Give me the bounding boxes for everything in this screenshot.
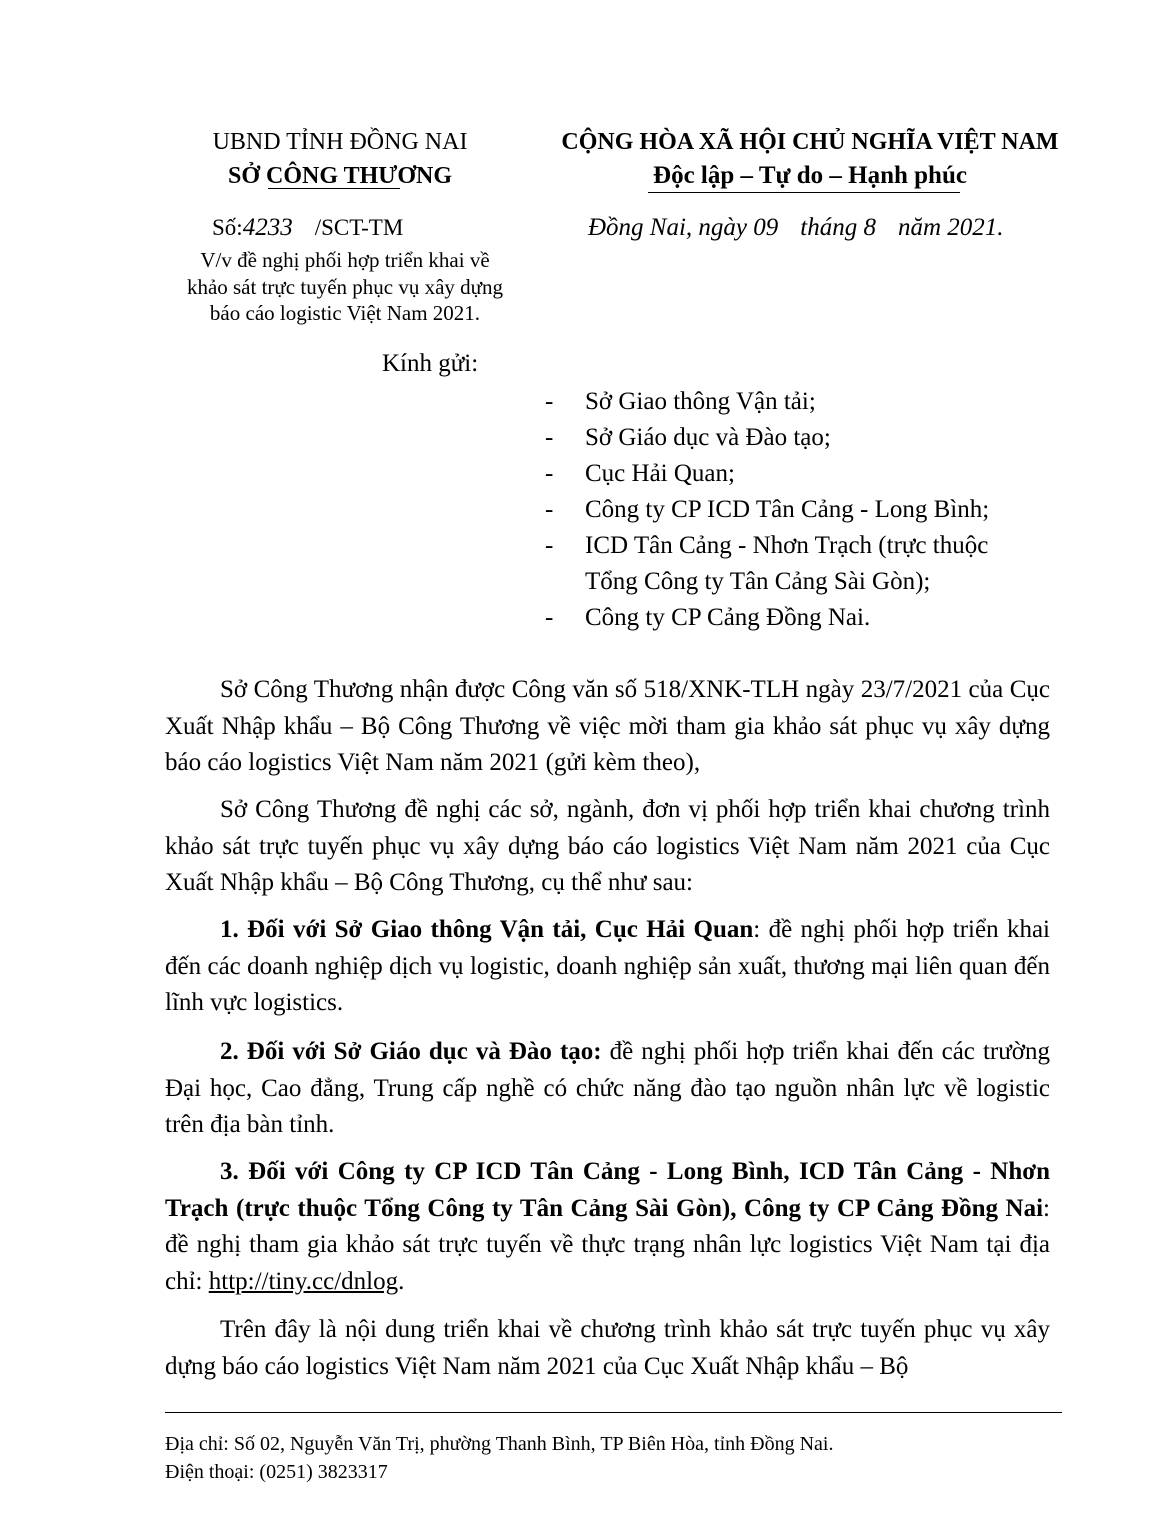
date-day: 09	[753, 214, 779, 241]
recipient-item: - Cục Hải Quan;	[545, 460, 735, 487]
body-item-3: 3. Đối với Công ty CP ICD Tân Cảng - Long Bình, ICD Tân Cảng - Nhơn Trạch (trực thuộc Tổng Công ty Tân Cảng Sài Gòn), Công ty CP Cảng Đồng Nai: đề nghị tham gia khảo sát trực tuyến về thực trạng nhân lực logistics Việt Nam tại địa chỉ: http://tiny.cc/dnlog.	[165, 1158, 1050, 1295]
date-month-label: tháng	[800, 214, 858, 241]
nation-title: CỘNG HÒA XÃ HỘI CHỦ NGHĨA VIỆT NAM	[561, 129, 1059, 155]
document-date	[588, 214, 1004, 242]
recipient-item: - Sở Giáo dục và Đào tạo;	[545, 424, 831, 451]
footer-address: Địa chỉ: Số 02, Nguyễn Văn Trị, phường Thanh Bình, TP Biên Hòa, tỉnh Đồng Nai.	[165, 1433, 834, 1455]
national-header	[550, 125, 1070, 193]
item-2-heading: 2. Đối với Sở Giáo dục và Đào tạo:	[220, 1038, 602, 1065]
motto-underline	[648, 192, 960, 193]
recipient-item: - Công ty CP Cảng Đồng Nai.	[545, 604, 871, 631]
document-number	[212, 214, 403, 242]
recipient-item: - ICD Tân Cảng - Nhơn Trạch (trực thuộc	[545, 532, 989, 559]
doc-number-prefix: Số:	[212, 215, 243, 240]
subject-line: V/v đề nghị phối hợp triển khai về	[200, 248, 490, 272]
department-underline	[268, 188, 400, 189]
body-paragraph-intro: Sở Công Thương nhận được Công văn số 518/XNK-TLH ngày 23/7/2021 của Cục Xuất Nhập khẩu – Bộ Công Thương về việc mời tham gia khảo sát phục vụ xây dựng báo cáo logistics Việt Nam năm 2021 (gửi kèm theo),	[165, 676, 1050, 776]
item-1-heading: 1. Đối với Sở Giao thông Vận tải, Cục Hải Quan	[220, 916, 754, 943]
subject-line: báo cáo logistic Việt Nam 2021.	[209, 301, 481, 325]
body-paragraph-request: Sở Công Thương đề nghị các sở, ngành, đơn vị phối hợp triển khai chương trình khảo sát trực tuyến phục vụ xây dựng báo cáo logistics Việt Nam năm 2021 của Cục Xuất Nhập khẩu – Bộ Công Thương, cụ thể như sau:	[165, 796, 1050, 896]
recipient-item-continuation: Tổng Công ty Tân Cảng Sài Gòn);	[585, 568, 931, 595]
survey-link[interactable]: http://tiny.cc/dnlog	[208, 1267, 399, 1295]
body-item-2	[165, 1034, 1050, 1144]
doc-number-suffix: /SCT-TM	[314, 215, 404, 240]
document-subject	[150, 247, 540, 327]
date-month: 8	[863, 214, 876, 241]
item-1-text: : đề nghị phối hợp triển khai đến các doanh nghiệp dịch vụ logistic, doanh nghiệp sản xuất, thương mại liên quan đến lĩnh vực logistics.	[165, 916, 1050, 1016]
salutation: Kính gửi:	[382, 350, 479, 377]
doc-number-value: 4233	[242, 214, 293, 241]
footer-divider	[165, 1412, 1062, 1413]
department-name: SỞ CÔNG THƯƠNG	[227, 163, 453, 189]
date-place: Đồng Nai, ngày	[588, 214, 748, 241]
agency-name: UBND TỈNH ĐỒNG NAI	[212, 129, 468, 155]
item-3-text: : đề nghị tham gia khảo sát trực tuyến về thực trạng nhân lực logistics Việt Nam tại địa chỉ:	[165, 1194, 1050, 1295]
recipient-item: - Sở Giao thông Vận tải;	[545, 388, 816, 415]
item-3-heading: 3. Đối với Công ty CP ICD Tân Cảng - Long Bình, ICD Tân Cảng - Nhơn Trạch (trực thuộc Tổng Công ty Tân Cảng Sài Gòn), Công ty CP Cảng Đồng Nai	[165, 1158, 1050, 1222]
body-paragraph-closing: Trên đây là nội dung triển khai về chương trình khảo sát trực tuyến phục vụ xây dựng báo cáo logistics Việt Nam năm 2021 của Cục Xuất Nhập khẩu – Bộ	[165, 1316, 1050, 1380]
recipient-list	[545, 384, 1065, 636]
national-motto: Độc lập – Tự do – Hạnh phúc	[653, 162, 967, 189]
footer-phone: Điện thoại: (0251) 3823317	[165, 1461, 388, 1483]
date-year: năm 2021.	[897, 214, 1004, 241]
page-footer	[165, 1430, 833, 1486]
issuer-header	[165, 125, 515, 193]
item-2-text: đề nghị phối hợp triển khai đến các trường Đại học, Cao đẳng, Trung cấp nghề có chức năng đào tạo nguồn nhân lực về logistic trên địa bàn tỉnh.	[165, 1038, 1050, 1138]
recipient-item: - Công ty CP ICD Tân Cảng - Long Bình;	[545, 496, 990, 523]
subject-line: khảo sát trực tuyến phục vụ xây dựng	[186, 274, 504, 299]
body-item-1	[165, 912, 1050, 1022]
